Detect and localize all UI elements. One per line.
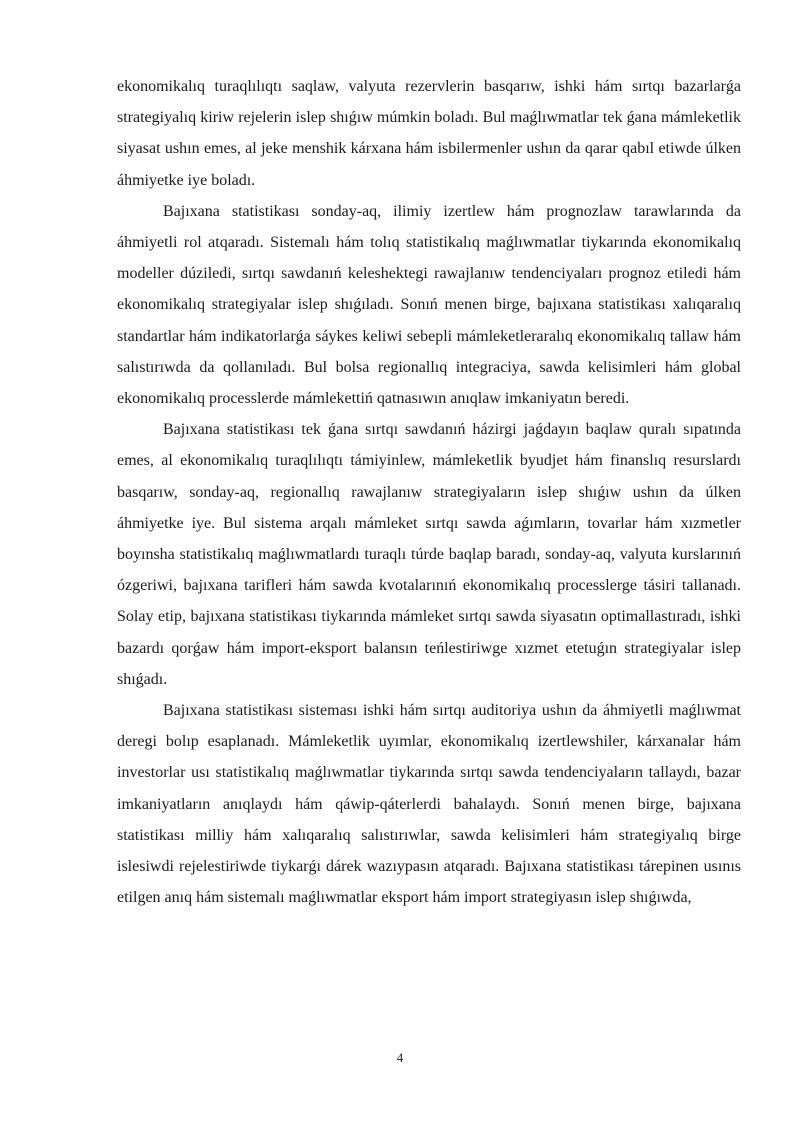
paragraph-continued: ekonomikalıq turaqlılıqtı saqlaw, valyuta rezervlerin basqarıw, ishki hám sırtqı bazarlarǵa strategiyalıq kiriw rejelerin islep shıǵıw múmkin boladı. Bul maǵlıwmatlar tek ǵana mámleketlik siyasat ushın emes, al jeke menshik kárxana hám isbilermenler ushın da qarar qabıl etiwde úlken áhmiyetke iye boladı. <box>117 78 741 189</box>
paragraph: Bajıxana statistikası sisteması ishki hám sırtqı auditoriya ushın da áhmiyetli maǵlıwmat deregi bolıp esaplanadı. Mámleketlik uyımlar, ekonomikalıq izertlewshiler, kárxanalar hám investorlar usı statistikalıq maǵlıwmatlar tiykarında sırtqı sawda tendenciyaların tallaydı, bazar imkaniyatların anıqlaydı hám qáwip-qáterlerdi bahalaydı. Sonıń menen birge, bajıxana statistikası milliy hám xalıqaralıq salıstırıwlar, sawda kelisimleri hám strategiyalıq birge islesiwdi rejelestiriwde tiykarǵı dárek wazıypasın atqaradı. Bajıxana statistikası tárepinen usınıs etilgen anıq hám sistemalı maǵlıwmatlar eksport hám import strategiyasın islep shıǵıwda, <box>117 702 741 907</box>
paragraph: Bajıxana statistikası tek ǵana sırtqı sawdanıń házirgi jaǵdayın baqlaw quralı sıpatında emes, al ekonomikalıq turaqlılıqtı támiyinlew, mámleketlik byudjet hám finanslıq resurslardı basqarıw, sonday-aq, regionallıq rawajlanıw strategiyaların islep shıǵıw ushın da úlken áhmiyetke iye. Bul sistema arqalı mámleket sırtqı sawda aǵımların, tovarlar hám xızmetler boyınsha statistikalıq maǵlıwmatlardı turaqlı túrde baqlap baradı, sonday-aq, valyuta kurslarınıń ózgeriwi, bajıxana tarifleri hám sawda kvotalarınıń ekonomikalıq processlerge tásiri tallanadı. Solay etip, bajıxana statistikası tiykarında mámleket sırtqı sawda siyasatın optimallastıradı, ishki bazardı qorǵaw hám import-eksport balansın teńlestiriwge xızmet etetuǵın strategiyalar islep shıǵadı. <box>117 421 741 688</box>
body-text <box>117 71 741 913</box>
page-number: 4 <box>396 1050 404 1065</box>
paragraph: Bajıxana statistikası sonday-aq, ilimiy izertlew hám prognozlaw tarawlarında da áhmiyetli rol atqaradı. Sistemalı hám tolıq statistikalıq maǵlıwmatlar tiykarında ekonomikalıq modeller dúziledi, sırtqı sawdanıń keleshektegi rawajlanıw tendenciyaları prognoz etiledi hám ekonomikalıq strategiyalar islep shıǵıladı. Sonıń menen birge, bajıxana statistikası xalıqaralıq standartlar hám indikatorlarǵa sáykes keliwi sebepli mámleketleraralıq ekonomikalıq tallaw hám salıstırıwda da qollanıladı. Bul bolsa regionallıq integraciya, sawda kelisimleri hám global ekonomikalıq processlerde mámlekettiń qatnasıwın anıqlaw imkaniyatın beredi. <box>117 202 741 408</box>
